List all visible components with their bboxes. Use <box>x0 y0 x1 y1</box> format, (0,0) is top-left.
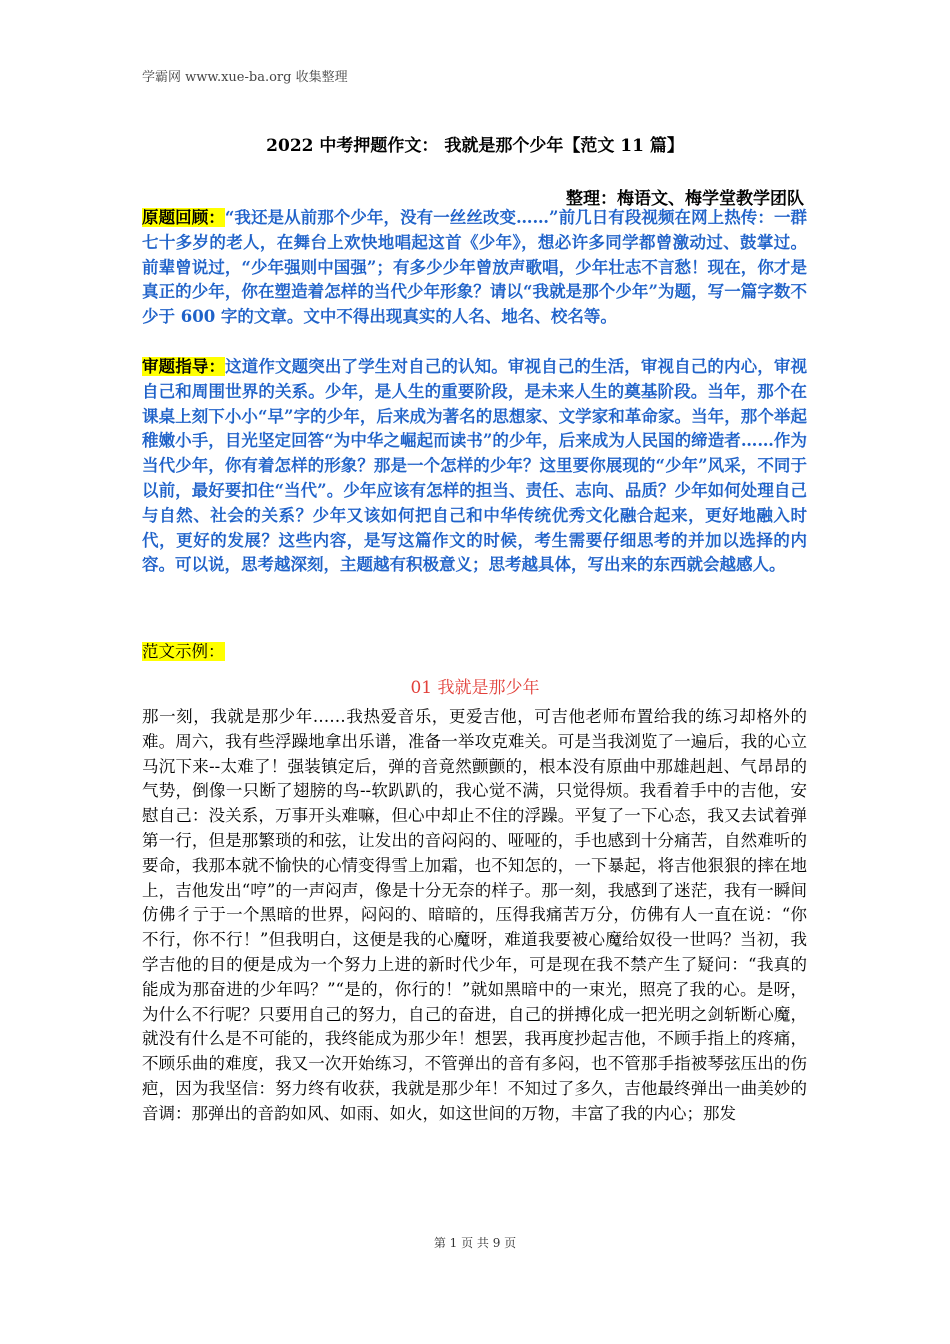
guidance-label: 审题指导： <box>142 357 226 376</box>
essay-title: 01 我就是那少年 <box>410 678 540 698</box>
guidance-section <box>142 355 807 578</box>
author-line: 整理：梅语文、梅学堂教学团队 <box>566 189 804 209</box>
original-question-text: “我还是从前那个少年，没有一丝丝改变……”前几日有段视频在网上热传：一群七十多岁的老人，在舞台上欢快地唱起这首《少年》，想必许多同学都曾激动过、鼓掌过。前辈曾说过，“少年强则中国强”；有多少少年曾放声歌唱，少年壮志不言愁！现在，你才是真正的少年，你在塑造着怎样的当代少年形象？请以“我就是那个少年”为题，写一篇字数不少于 600 字的文章。文中不得出现真实的人名、地名、校名等。 <box>142 208 808 327</box>
original-question-label: 原题回顾： <box>142 208 225 227</box>
guidance-text: 这道作文题突出了学生对自己的认知。审视自己的生活，审视自己的内心，审视自己和周围世界的关系。少年，是人生的重要阶段，是未来人生的奠基阶段。当年，那个在课桌上刻下小小“早”字的少年，后来成为著名的思想家、文学家和革命家。当年，那个举起稚嫩小手，目光坚定回答“为中华之崛起而读书”的少年，后来成为人民国的缔造者……作为当代少年，你有着怎样的形象？那是一个怎样的少年？这里要你展现的“少年”风采，不同于以前，最好要扣住“当代”。少年应该有怎样的担当、责任、志向、品质？少年如何处理自己与自然、社会的关系？少年又该如何把自己和中华传统优秀文化融合起来，更好地融入时代，更好的发展？这些内容，是写这篇作文的时候，考生需要仔细思考的并加以选择的内容。可以说，思考越深刻，主题越有积极意义；思考越具体，写出来的东西就会越感人。 <box>142 357 808 575</box>
essay-body: 那一刻，我就是那少年……我热爱音乐，更爱吉他，可吉他老师布置给我的练习却格外的难。周六，我有些浮躁地拿出乐谱，准备一举攻克难关。可是当我浏览了一遍后，我的心立马沉下来--太难了！强装镇定后，弹的音竟然颤颤的，根本没有原曲中那雄赳赳、气昂昂的气势，倒像一只断了翅膀的鸟--软趴趴的，我心觉不满，只觉得烦。我看着手中的吉他，安慰自己：没关系，万事开头难嘛，但心中却止不住的浮躁。平复了一下心态，我又去试着弹第一行，但是那繁琐的和弦，让发出的音闷闷的、哑哑的，手也感到十分痛苦，自然难听的要命，我那本就不愉快的心情变得雪上加霜，也不知怎的，一下暴起，将吉他狠狠的摔在地上，吉他发出“哼”的一声闷声，像是十分无奈的样子。那一刻，我感到了迷茫，我有一瞬间仿佛彳亍于一个黑暗的世界，闷闷的、暗暗的，压得我痛苦万分，仿佛有人一直在说：“你不行，你不行！”但我明白，这便是我的心魔呀，难道我要被心魔给奴役一世吗？当初，我学吉他的目的便是成为一个努力上进的新时代少年，可是现在我不禁产生了疑问：“我真的能成为那奋进的少年吗？”“是的，你行的！”就如黑暗中的一束光，照亮了我的心。是呀，为什么不行呢？只要用自己的努力，自己的奋进，自己的拼搏化成一把光明之剑斩断心魔，就没有什么是不可能的，我终能成为那少年！想罢，我再度抄起吉他，不顾手指上的疼痛，不顾乐曲的难度，我又一次开始练习，不管弹出的音有多闷，也不管那手指被琴弦压出的伤疤，因为我坚信：努力终有收获，我就是那少年！不知过了多久，吉他最终弹出一曲美妙的音调：那弹出的音韵如风、如雨、如火，如这世间的万物，丰富了我的内心；那发 <box>142 707 807 1123</box>
document-title: 2022 中考押题作文： 我就是那个少年【范文 11 篇】 <box>266 136 684 156</box>
page-footer: 第 1 页 共 9 页 <box>433 1236 517 1250</box>
example-label: 范文示例： <box>142 642 225 661</box>
original-question-section <box>142 206 807 330</box>
page-header: 学霸网 www.xue-ba.org 收集整理 <box>142 70 348 85</box>
